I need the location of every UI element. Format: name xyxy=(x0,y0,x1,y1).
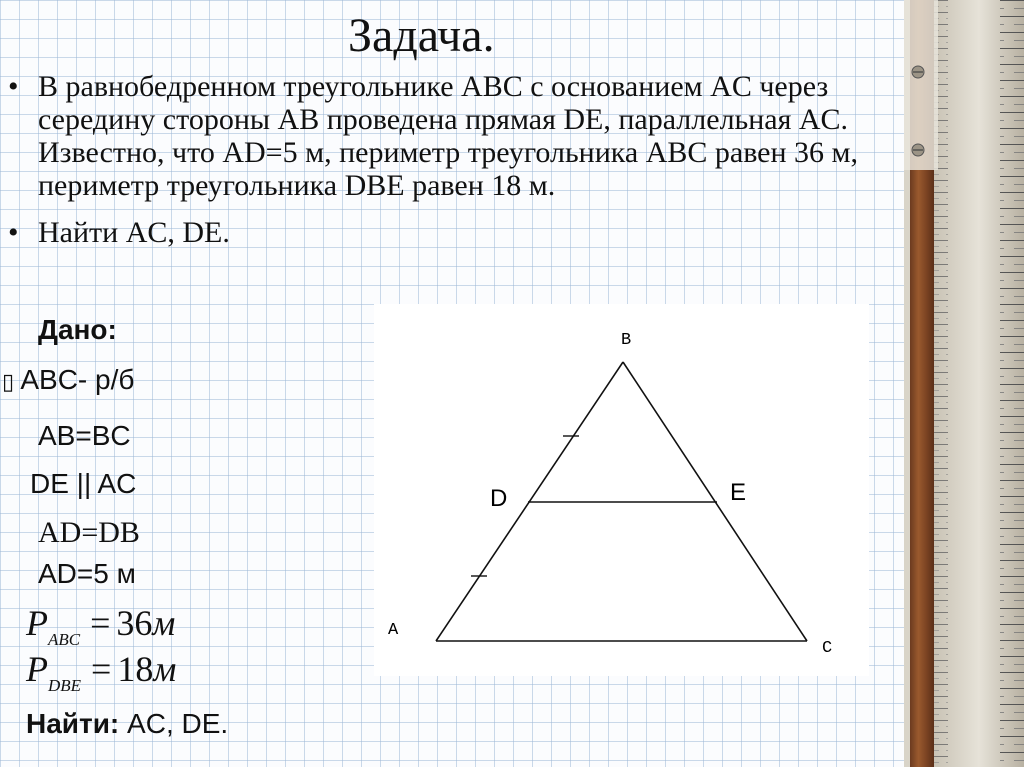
find-line xyxy=(26,708,228,740)
find-label: Найти: xyxy=(26,708,120,739)
formula-unit: м xyxy=(153,649,177,689)
given-line-isosceles xyxy=(2,364,134,396)
task-text: Найти AC, DE. xyxy=(38,216,230,249)
given-line-parallel: DE || AC xyxy=(30,468,137,499)
ruler-image xyxy=(904,0,1024,767)
given-line-ad-db: AD=DB xyxy=(38,516,140,549)
given-line-ab-bc: AB=BC xyxy=(38,420,131,451)
formula-unit: м xyxy=(152,603,176,643)
formula-symbol: P xyxy=(26,649,48,689)
given-line-ad-value: AD=5 м xyxy=(38,558,136,589)
problem-text: В равнобедренном треугольнике ABC с основанием AC через середину стороны AB проведена прямая DE, параллельная AC. Известно, что AD=5 м, периметр треугольника ABC равен 36 м, периметр треугольника DBE равен 18 м. xyxy=(38,70,859,202)
label-e: E xyxy=(730,479,747,506)
task-bullet xyxy=(8,216,908,249)
formula-value: 36 xyxy=(116,603,153,643)
formula-perimeter-dbe xyxy=(26,648,176,696)
formula-perimeter-abc xyxy=(26,602,175,650)
given-section xyxy=(0,300,360,767)
label-a: A xyxy=(388,621,399,640)
formula-value: 18 xyxy=(117,649,154,689)
label-d: D xyxy=(490,485,508,512)
bullet-dot: • xyxy=(8,216,19,249)
given-heading: Дано: xyxy=(38,314,117,345)
formula-equals: = xyxy=(91,649,112,689)
problem-bullet xyxy=(8,70,908,202)
bullet-dot: • xyxy=(8,70,19,103)
triangle-diagram xyxy=(374,304,869,676)
given-line-text: ABC- р/б xyxy=(20,364,135,395)
ruler-decoration xyxy=(904,0,1024,767)
page-title: Задача. xyxy=(348,9,495,62)
checkbox-icon: ▯ xyxy=(2,369,15,394)
triangle-figure xyxy=(374,304,869,676)
formula-symbol: P xyxy=(26,603,48,643)
formula-subscript: DBE xyxy=(48,676,82,695)
formula-equals: = xyxy=(90,603,111,643)
find-value: AC, DE. xyxy=(119,708,229,739)
scale-ticks-right xyxy=(1000,0,1024,767)
problem-statement xyxy=(8,70,908,249)
formula-subscript: ABC xyxy=(48,630,81,649)
label-b: B xyxy=(621,331,632,350)
label-c: C xyxy=(822,639,833,658)
